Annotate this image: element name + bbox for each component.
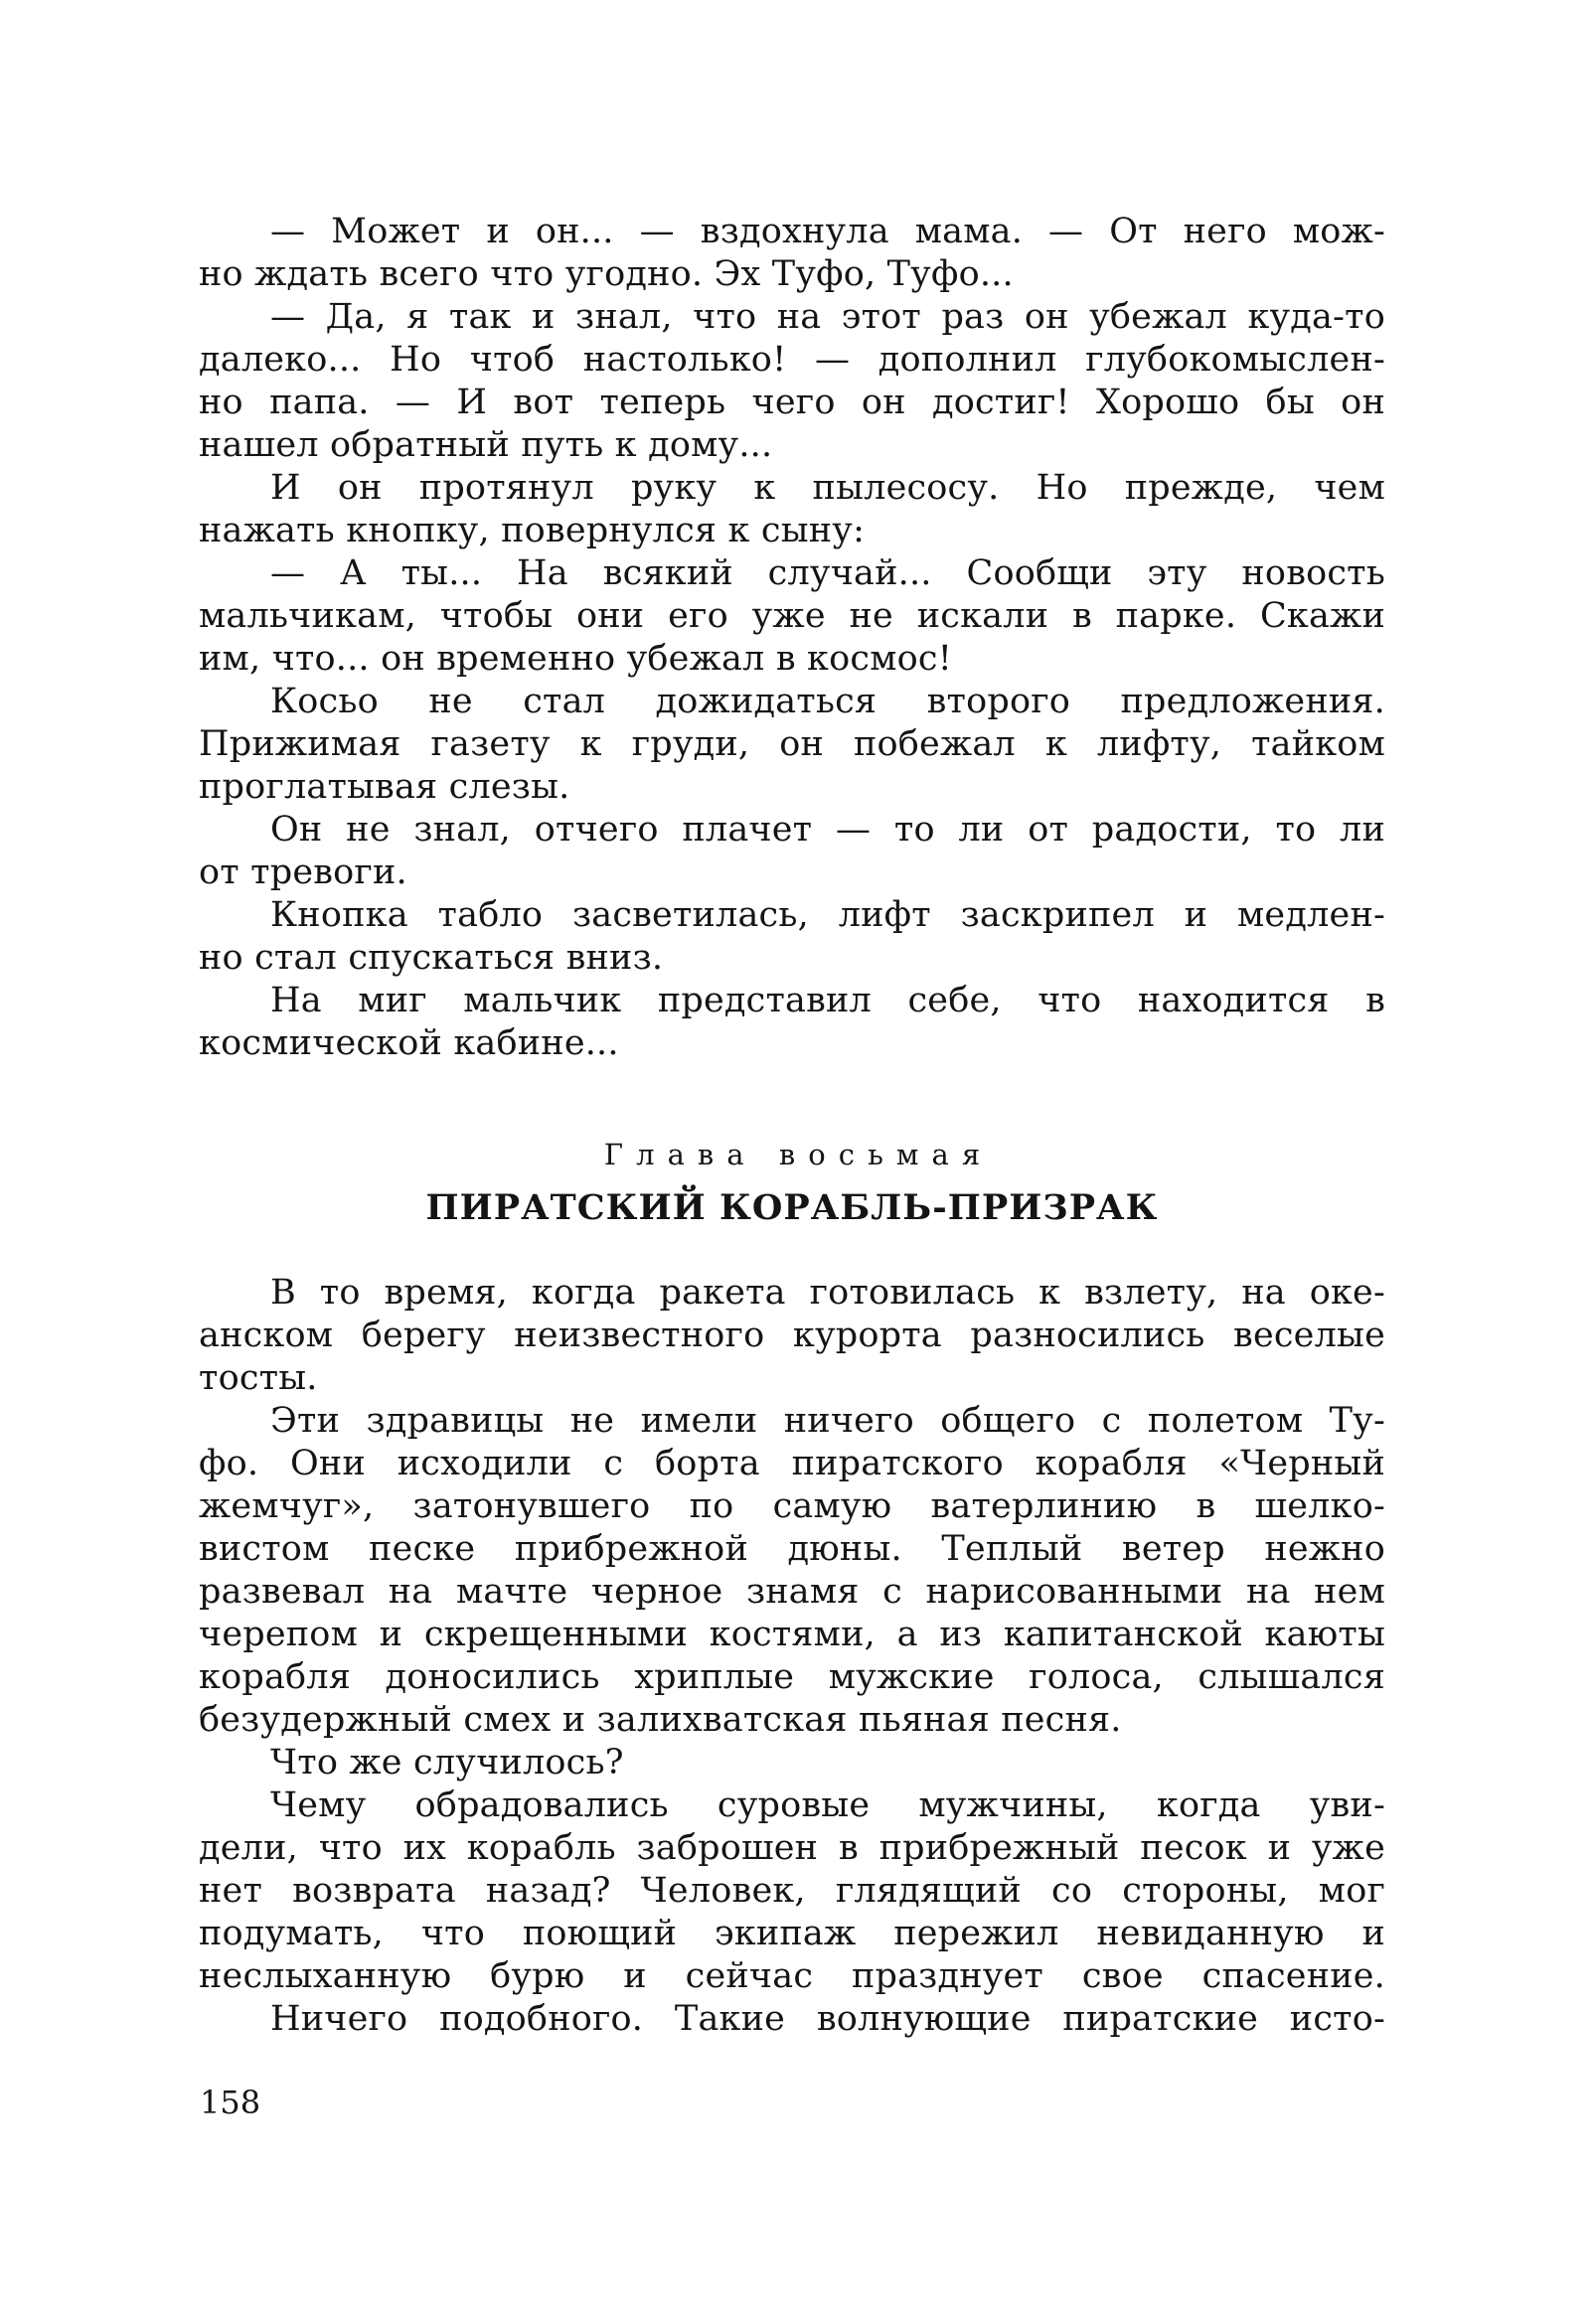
- text-line: черепом и скрещенными костями, а из капитанской каюты: [199, 1615, 1385, 1654]
- paragraph: [199, 809, 1385, 894]
- text-line: Что же случилось?: [270, 1743, 624, 1782]
- text-line: тосты.: [199, 1358, 318, 1398]
- paragraph: [199, 211, 1385, 296]
- text-line: фо. Они исходили с борта пиратского корабля «Черный: [199, 1444, 1385, 1483]
- paragraphs-after-heading: [199, 1272, 1385, 2041]
- page-number: 158: [200, 2084, 261, 2121]
- text-line: но стал спускаться вниз.: [199, 938, 664, 978]
- text-line: безудержный смех и залихватская пьяная песня.: [199, 1700, 1122, 1740]
- chapter-kicker: Глава восьмая: [603, 1138, 994, 1171]
- text-line: вистом песке прибрежной дюны. Теплый ветер нежно: [199, 1529, 1385, 1569]
- text-line: — Да, я так и знал, что на этот раз он убежал куда-то: [270, 297, 1385, 337]
- text-line: На миг мальчик представил себе, что находится в: [270, 981, 1385, 1020]
- paragraph: [199, 552, 1385, 681]
- paragraph: [199, 1998, 1385, 2041]
- text-line: жемчуг», затонувшего по самую ватерлинию в шелко-: [199, 1486, 1385, 1526]
- text-line: развевал на мачте черное знамя с нарисованными на нем: [199, 1572, 1385, 1612]
- chapter-title: ПИРАТСКИЙ КОРАБЛЬ-ПРИЗРАК: [425, 1187, 1159, 1228]
- paragraph: [199, 1400, 1385, 1742]
- text-line: анском берегу неизвестного курорта разносились веселые: [199, 1316, 1385, 1355]
- text-line: Кнопка табло засветилась, лифт заскрипел и медлен-: [270, 895, 1385, 935]
- paragraph: [199, 467, 1385, 552]
- text-line: Он не знал, отчего плачет — то ли от радости, то ли: [270, 810, 1385, 850]
- paragraph: [199, 296, 1385, 467]
- paragraph: [199, 1742, 1385, 1784]
- paragraphs-before-heading: [199, 211, 1385, 1065]
- text-line: дели, что их корабль заброшен в прибрежный песок и уже: [199, 1828, 1385, 1868]
- text-line: Эти здравицы не имели ничего общего с полетом Ту-: [270, 1401, 1385, 1441]
- paragraph: [199, 681, 1385, 809]
- text-line: подумать, что поющий экипаж пережил невиданную и: [199, 1914, 1385, 1953]
- paragraph: [199, 980, 1385, 1065]
- text-line: нет возврата назад? Человек, глядящий со стороны, мог: [199, 1871, 1385, 1911]
- text-line: им, что... он временно убежал в космос!: [199, 639, 952, 679]
- text-line: космической кабине...: [199, 1023, 619, 1063]
- text-line: но папа. — И вот теперь чего он достиг! Хорошо бы он: [199, 383, 1385, 422]
- text-line: — А ты... На всякий случай... Сообщи эту новость: [270, 553, 1385, 593]
- text-line: корабля доносились хриплые мужские голоса, слышался: [199, 1657, 1385, 1697]
- text-line: В то время, когда ракета готовилась к взлету, на оке-: [270, 1273, 1385, 1313]
- paragraph: [199, 1272, 1385, 1400]
- text-line: Прижимая газету к груди, он побежал к лифту, тайком: [199, 724, 1385, 764]
- text-line: Косьо не стал дожидаться второго предложения.: [270, 682, 1385, 721]
- text-line: неслыханную бурю и сейчас празднует свое спасение.: [199, 1956, 1385, 1996]
- text-line: И он протянул руку к пылесосу. Но прежде, чем: [270, 468, 1385, 508]
- text-line: проглатывая слезы.: [199, 767, 570, 807]
- paragraph: [199, 1784, 1385, 1998]
- text-line: от тревоги.: [199, 852, 407, 892]
- text-line: но ждать всего что угодно. Эх Туфо, Туфо...: [199, 254, 1014, 294]
- text-column: [199, 211, 1385, 2041]
- text-line: — Может и он... — вздохнула мама. — От него мож-: [270, 212, 1385, 251]
- text-line: мальчикам, чтобы они его уже не искали в парке. Скажи: [199, 596, 1385, 636]
- text-line: нажать кнопку, повернулся к сыну:: [199, 511, 866, 550]
- paragraph: [199, 894, 1385, 980]
- text-line: Ничего подобного. Такие волнующие пиратские исто-: [270, 1999, 1385, 2039]
- text-line: нашел обратный путь к дому...: [199, 425, 773, 465]
- text-line: далеко... Но чтоб настолько! — дополнил глубокомыслен-: [199, 340, 1385, 380]
- text-line: Чему обрадовались суровые мужчины, когда уви-: [270, 1785, 1385, 1825]
